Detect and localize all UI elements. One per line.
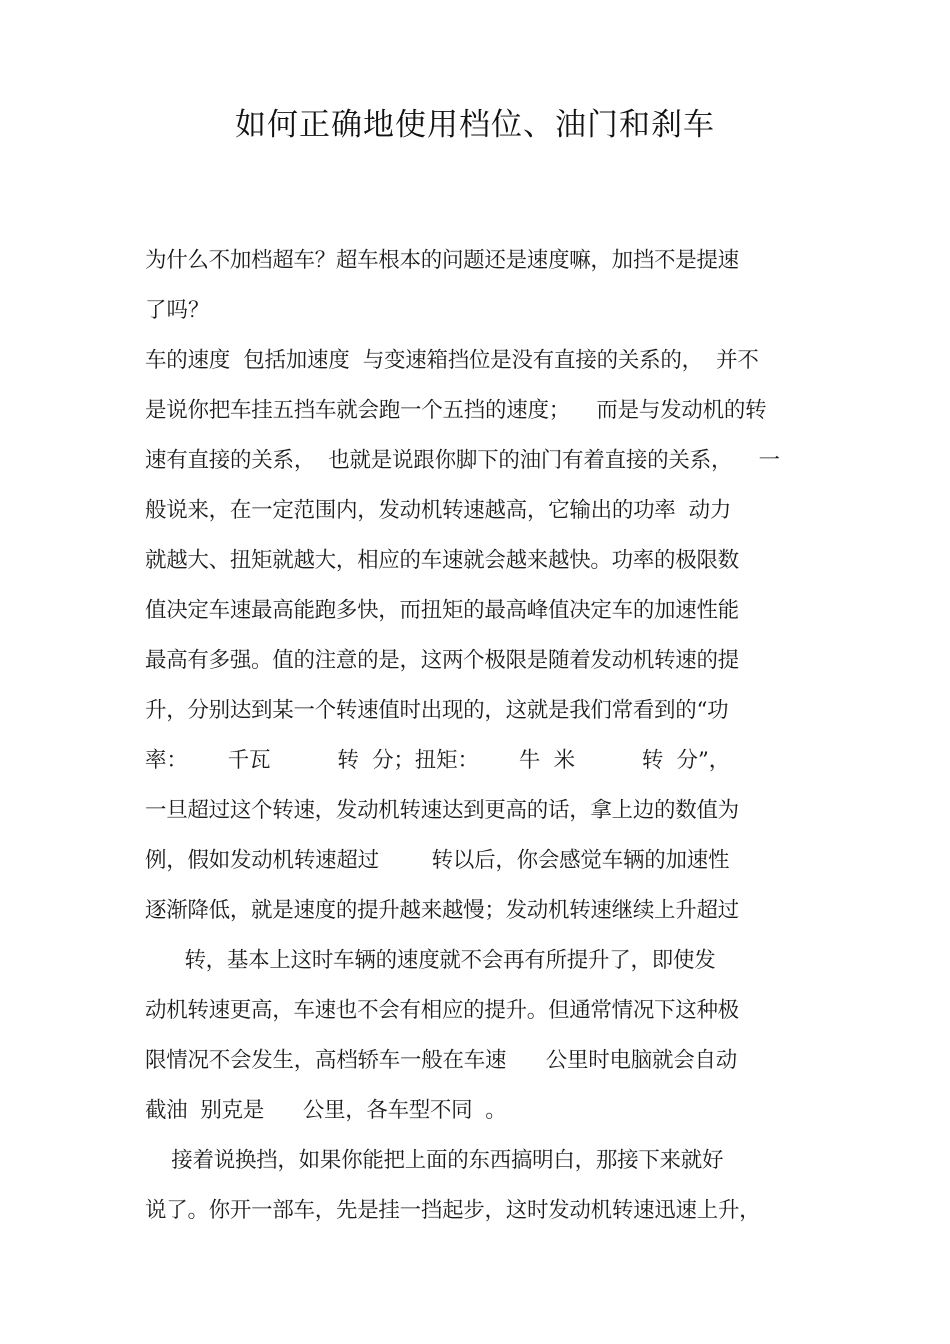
paragraph-line: 例，假如发动机转速超过 转以后，你会感觉车辆的加速性	[145, 848, 730, 873]
paragraph-line: 车的速度 包括加速度 与变速箱挡位是没有直接的关系的， 并不	[145, 348, 759, 373]
paragraph-line: 率： 千瓦 转 分；扭矩： 牛 米 转 分”，	[145, 748, 731, 773]
paragraph-line: 就越大、扭矩就越大，相应的车速就会越来越快。功率的极限数	[145, 548, 739, 573]
paragraph-line: 接着说换挡，如果你能把上面的东西搞明白，那接下来就好	[145, 1148, 724, 1173]
paragraph-line: 最高有多强。值的注意的是，这两个极限是随着发动机转速的提	[145, 648, 739, 673]
paragraph-line: 速有直接的关系， 也就是说跟你脚下的油门有着直接的关系， 一	[145, 448, 780, 473]
paragraph-line: 一旦超过这个转速，发动机转速达到更高的话，拿上边的数值为	[145, 798, 739, 823]
paragraph-line: 截油 别克是 公里，各车型不同 。	[145, 1098, 507, 1123]
paragraph-line: 逐渐降低，就是速度的提升越来越慢；发动机转速继续上升超过	[145, 898, 739, 923]
paragraph-line: 转，基本上这时车辆的速度就不会再有所提升了，即使发	[145, 948, 716, 973]
paragraph-line: 限情况不会发生，高档轿车一般在车速 公里时电脑就会自动	[145, 1048, 738, 1073]
paragraph-line: 升，分别达到某一个转速值时出现的，这就是我们常看到的“功	[145, 698, 729, 723]
paragraph-line: 动机转速更高，车速也不会有相应的提升。但通常情况下这种极	[145, 998, 739, 1023]
paragraph-line: 说了。你开一部车，先是挂一挡起步，这时发动机转速迅速上升，	[145, 1198, 761, 1223]
paragraph-line: 是说你把车挂五挡车就会跑一个五挡的速度； 而是与发动机的转	[145, 398, 767, 423]
paragraph-line: 般说来，在一定范围内，发动机转速越高，它输出的功率 动力	[145, 498, 732, 523]
paragraph-line: 了吗？	[145, 298, 210, 323]
document-title: 如何正确地使用档位、油门和刹车	[235, 107, 715, 143]
document-body	[145, 236, 815, 1236]
paragraph-line: 值决定车速最高能跑多快，而扭矩的最高峰值决定车的加速性能	[145, 598, 739, 623]
paragraph-line: 为什么不加档超车？超车根本的问题还是速度嘛，加挡不是提速	[145, 248, 739, 273]
